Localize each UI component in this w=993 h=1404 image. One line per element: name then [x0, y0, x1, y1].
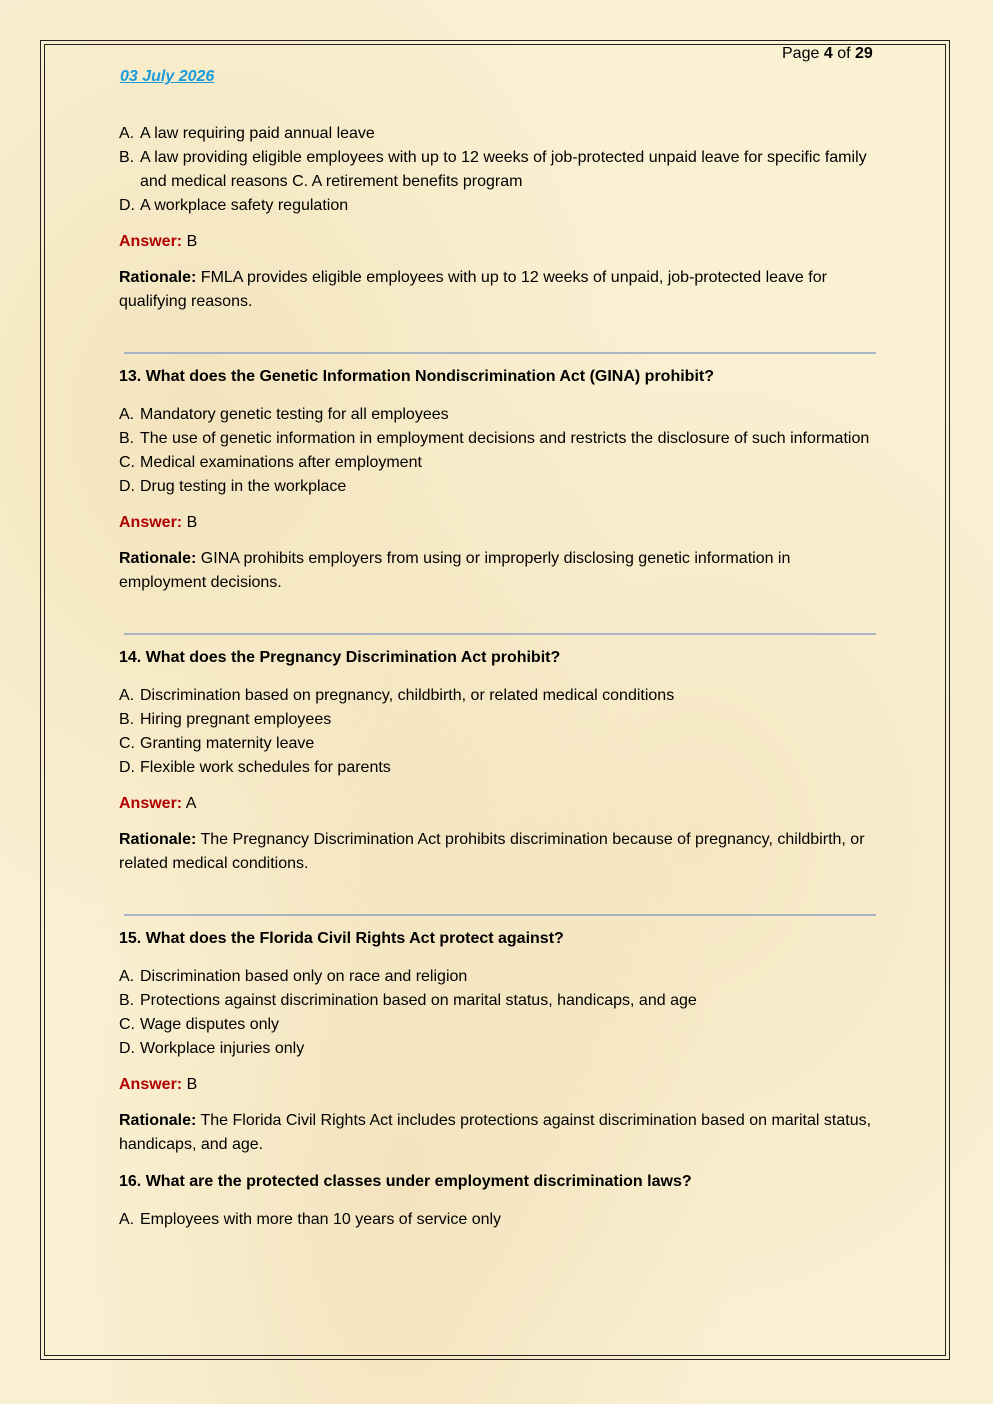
answer-value: B: [186, 233, 198, 250]
option-text: Flexible work schedules for parents: [140, 759, 391, 776]
rationale: [119, 1109, 879, 1157]
answer-label: Answer:: [119, 233, 183, 250]
question-title: 16. What are the protected classes under employment discrimination laws?: [119, 1173, 692, 1190]
option-text: Medical examinations after employment: [140, 454, 422, 471]
rationale: [119, 547, 879, 595]
rationale: [119, 266, 879, 314]
option-d: [119, 475, 879, 499]
option-b: [119, 146, 879, 194]
answer-value: B: [186, 1076, 198, 1093]
option-letter: D.: [119, 478, 135, 495]
section-divider: [124, 633, 876, 635]
rationale-text: GINA prohibits employers from using or improperly disclosing genetic information in employment decisions.: [119, 550, 791, 591]
rationale: [119, 828, 879, 876]
option-text: Hiring pregnant employees: [140, 711, 332, 728]
answer-value: B: [186, 514, 198, 531]
option-text: Wage disputes only: [140, 1016, 280, 1033]
option-text: A law providing eligible employees with up to 12 weeks of job-protected unpaid leave for specific family and medical reasons C. A retirement benefits program: [140, 149, 867, 190]
document-date: 03 July 2026: [120, 68, 215, 85]
rationale-label: Rationale:: [119, 269, 197, 286]
answer: [119, 230, 879, 254]
option-a: [119, 1208, 879, 1232]
option-text: Protections against discrimination based on marital status, handicaps, and age: [140, 992, 697, 1009]
option-b: [119, 989, 879, 1013]
section-divider: [124, 914, 876, 916]
option-text: Workplace injuries only: [140, 1040, 305, 1057]
answer: [119, 792, 879, 816]
option-a: [119, 965, 879, 989]
option-c: [119, 1013, 879, 1037]
option-letter: C.: [119, 454, 135, 471]
answer-label: Answer:: [119, 514, 183, 531]
option-text: The use of genetic information in employment decisions and restricts the disclosure of such information: [140, 430, 870, 447]
option-letter: B.: [119, 430, 135, 447]
option-text: Drug testing in the workplace: [140, 478, 347, 495]
page-number: [782, 44, 873, 64]
option-c: [119, 732, 879, 756]
option-text: A workplace safety regulation: [140, 197, 349, 214]
answer: [119, 511, 879, 535]
option-d: [119, 756, 879, 780]
option-letter: B.: [119, 711, 135, 728]
option-text: Mandatory genetic testing for all employees: [140, 406, 449, 423]
option-letter: D.: [119, 197, 135, 214]
section-divider: [124, 352, 876, 354]
option-a: [119, 122, 879, 146]
question-title: 15. What does the Florida Civil Rights Act protect against?: [119, 930, 564, 947]
option-letter: A.: [119, 687, 135, 704]
option-a: [119, 403, 879, 427]
option-letter: A.: [119, 968, 135, 985]
option-text: A law requiring paid annual leave: [140, 125, 375, 142]
rationale-label: Rationale:: [119, 1112, 197, 1129]
option-text: Granting maternity leave: [140, 735, 315, 752]
rationale-text: FMLA provides eligible employees with up to 12 weeks of unpaid, job-protected leave for qualifying reasons.: [119, 269, 827, 310]
answer-label: Answer:: [119, 1076, 183, 1093]
page-number-total: 29: [854, 45, 873, 62]
page-number-prefix: Page: [782, 45, 820, 62]
option-c: [119, 451, 879, 475]
answer: [119, 1073, 879, 1097]
answer-label: Answer:: [119, 795, 183, 812]
question-title: 14. What does the Pregnancy Discrimination Act prohibit?: [119, 649, 561, 666]
option-d: [119, 194, 879, 218]
question-16: [119, 1170, 879, 1232]
option-text: Discrimination based on pregnancy, childbirth, or related medical conditions: [140, 687, 675, 704]
option-b: [119, 708, 879, 732]
option-letter: A.: [119, 125, 135, 142]
option-letter: A.: [119, 406, 135, 423]
question-12: [119, 122, 879, 314]
answer-value: A: [185, 795, 197, 812]
option-d: [119, 1037, 879, 1061]
document-body: [119, 122, 879, 1232]
option-a: [119, 684, 879, 708]
option-text: Employees with more than 10 years of service only: [140, 1211, 502, 1228]
rationale-text: The Florida Civil Rights Act includes protections against discrimination based on marital status, handicaps, and age.: [119, 1112, 872, 1153]
rationale-label: Rationale:: [119, 831, 197, 848]
option-text: Discrimination based only on race and religion: [140, 968, 468, 985]
page-number-of: of: [837, 45, 851, 62]
question-15: [119, 927, 879, 1157]
page-number-current: 4: [823, 45, 833, 62]
option-letter: C.: [119, 1016, 135, 1033]
option-letter: D.: [119, 759, 135, 776]
option-letter: B.: [119, 149, 135, 166]
option-letter: C.: [119, 735, 135, 752]
question-13: [119, 365, 879, 595]
option-letter: B.: [119, 992, 135, 1009]
option-letter: D.: [119, 1040, 135, 1057]
rationale-label: Rationale:: [119, 550, 197, 567]
option-b: [119, 427, 879, 451]
question-title: 13. What does the Genetic Information Nondiscrimination Act (GINA) prohibit?: [119, 368, 714, 385]
rationale-text: The Pregnancy Discrimination Act prohibits discrimination because of pregnancy, childbirth, or related medical conditions.: [119, 831, 865, 872]
option-letter: A.: [119, 1211, 135, 1228]
question-14: [119, 646, 879, 876]
